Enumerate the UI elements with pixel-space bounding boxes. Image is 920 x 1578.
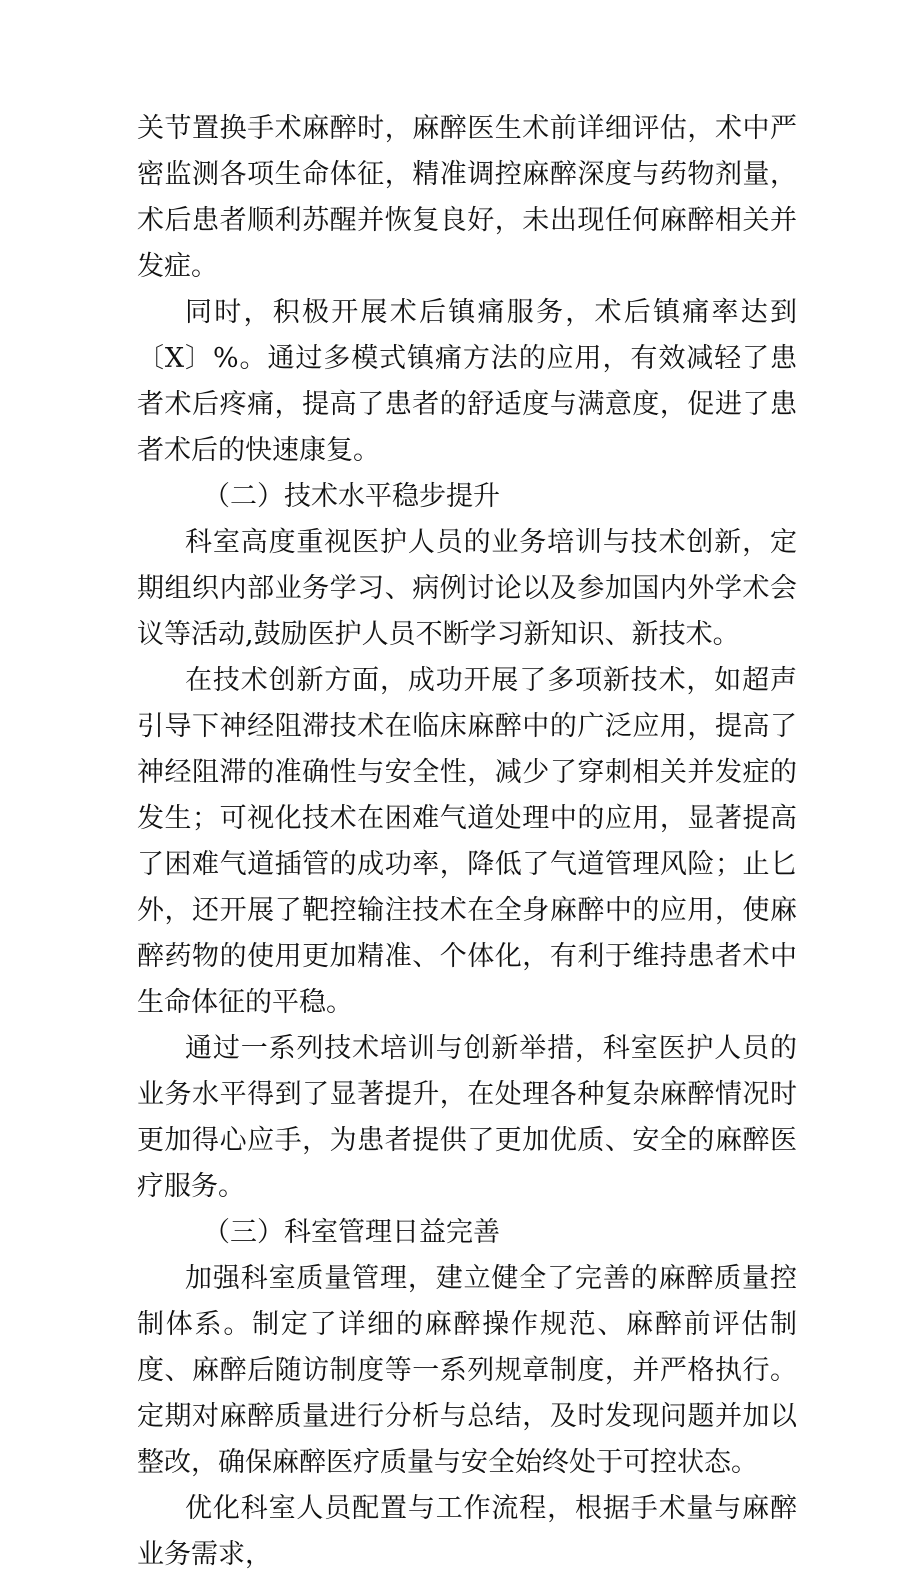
section-heading-management: （三）科室管理日益完善	[203, 1217, 500, 1248]
paragraph-tech-innovation: 在技术创新方面，成功开展了多项新技术，如超声引导下神经阻滞技术在临床麻醉中的广泛应用，提高了神经阻滞的准确性与安全性，减少了穿刺相关并发症的发生；可视化技术在困难气道处理中的应用，显著提高了困难气道插管的成功率，降低了气道管理风险；止匕外，还开展了靶控输注技术在全身麻醉中的应用，使麻醉药物的使用更加精准、个体化，有利于维持患者术中生命体征的平稳。	[137, 665, 797, 1018]
paragraph-joint-replacement: 关节置换手术麻醉时，麻醉医生术前详细评估，术中严密监测各项生命体征，精准调控麻醉深度与药物剂量，术后患者顺利苏醒并恢复良好，未出现任何麻醉相关并发症。	[137, 113, 797, 282]
paragraph-staffing: 优化科室人员配置与工作流程，根据手术量与麻醉业务需求，	[137, 1493, 797, 1570]
paragraph-quality-control: 加强科室质量管理，建立健全了完善的麻醉质量控制体系。制定了详细的麻醉操作规范、麻醉前评估制度、麻醉后随访制度等一系列规章制度，并严格执行。定期对麻醉质量进行分析与总结，及时发现问题并加以整改，确保麻醉医疗质量与安全始终处于可控状态。	[137, 1263, 797, 1478]
section-heading-tech-level: （二）技术水平稳步提升	[203, 481, 500, 512]
paragraph-skill-improvement: 通过一系列技术培训与创新举措，科室医护人员的业务水平得到了显著提升，在处理各种复杂麻醉情况时更加得心应手，为患者提供了更加优质、安全的麻醉医疗服务。	[137, 1033, 797, 1202]
paragraph-postop-analgesia: 同时，积极开展术后镇痛服务，术后镇痛率达到〔X〕%。通过多模式镇痛方法的应用，有效减轻了患者术后疼痛，提高了患者的舒适度与满意度，促进了患者术后的快速康复。	[137, 297, 797, 466]
document-body	[137, 106, 797, 1578]
paragraph-training: 科室高度重视医护人员的业务培训与技术创新，定期组织内部业务学习、病例讨论以及参加国内外学术会议等活动,鼓励医护人员不断学习新知识、新技术。	[137, 527, 797, 650]
